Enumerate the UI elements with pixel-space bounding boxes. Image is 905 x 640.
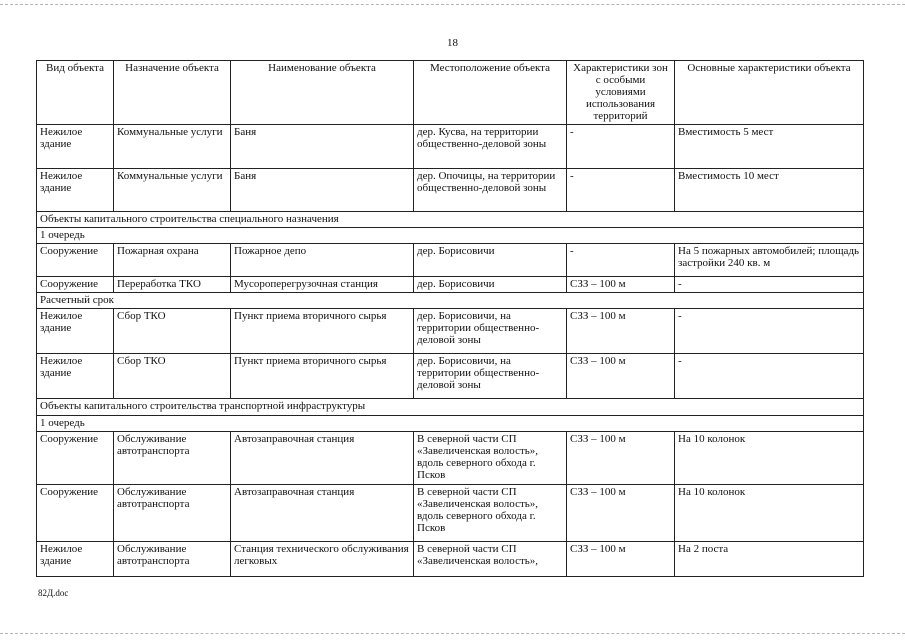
table-cell: СЗЗ – 100 м [567,354,675,399]
table-cell: - [675,354,864,399]
table-cell: - [567,169,675,212]
table-cell: - [567,125,675,169]
table-row [37,277,864,293]
table-cell: В северной части СП «Завеличенская волость», вдоль северного обхода г. Псков [414,432,567,485]
scan-top-edge [0,4,905,5]
objects-table [36,60,864,577]
table-cell: СЗЗ – 100 м [567,432,675,485]
table-cell: Сооружение [37,244,114,277]
table-cell: Сооружение [37,277,114,293]
section-row [37,399,864,416]
table-cell: Коммунальные услуги [114,169,231,212]
table-cell: Нежилое здание [37,354,114,399]
column-header: Вид объекта [37,61,114,125]
table-cell: дер. Борисовичи, на территории общественно-деловой зоны [414,354,567,399]
table-row [37,354,864,399]
table-cell: СЗЗ – 100 м [567,542,675,577]
table-cell: Сооружение [37,485,114,542]
column-header: Назначение объекта [114,61,231,125]
table-cell: Автозаправочная станция [231,432,414,485]
section-title: Расчетный срок [37,293,864,309]
table-cell: - [567,244,675,277]
table-cell: На 10 колонок [675,485,864,542]
section-title: Объекты капитального строительства транспортной инфраструктуры [37,399,864,416]
section-title: 1 очередь [37,416,864,432]
table-row [37,169,864,212]
table-cell: Сооружение [37,432,114,485]
table-row [37,125,864,169]
table-cell: На 5 пожарных автомобилей; площадь застройки 240 кв. м [675,244,864,277]
scan-bottom-edge [0,633,905,634]
table-cell: Нежилое здание [37,309,114,354]
table-cell: Коммунальные услуги [114,125,231,169]
table-cell: Нежилое здание [37,542,114,577]
table-cell: Обслуживание автотранспорта [114,485,231,542]
table-cell: Баня [231,125,414,169]
table-row [37,485,864,542]
table-cell: В северной части СП «Завеличенская волость», вдоль северного обхода г. Псков [414,485,567,542]
table-cell: Обслуживание автотранспорта [114,542,231,577]
table-cell: Вместимость 5 мест [675,125,864,169]
table-cell: дер. Кусва, на территории общественно-деловой зоны [414,125,567,169]
section-title: 1 очередь [37,228,864,244]
table-cell: Пожарное депо [231,244,414,277]
table-cell: Сбор ТКО [114,354,231,399]
column-header: Местоположение объекта [414,61,567,125]
column-header: Наименование объекта [231,61,414,125]
table-header-row [37,61,864,125]
table-cell: В северной части СП «Завеличенская волость», [414,542,567,577]
table-cell: Автозаправочная станция [231,485,414,542]
table-cell: Баня [231,169,414,212]
table-cell: Мусороперегрузочная станция [231,277,414,293]
table-row [37,542,864,577]
section-row [37,212,864,228]
table-cell: На 10 колонок [675,432,864,485]
section-row [37,416,864,432]
table-cell: дер. Борисовичи, на территории общественно-деловой зоны [414,309,567,354]
table-row [37,309,864,354]
section-row [37,228,864,244]
table-cell: СЗЗ – 100 м [567,309,675,354]
column-header: Основные характеристики объекта [675,61,864,125]
table-cell: Нежилое здание [37,125,114,169]
table-cell: Станция технического обслуживания легковых [231,542,414,577]
table-cell: Пункт приема вторичного сырья [231,309,414,354]
table-cell: Пункт приема вторичного сырья [231,354,414,399]
table-row [37,432,864,485]
table-cell: Пожарная охрана [114,244,231,277]
table-cell: - [675,309,864,354]
table-cell: Вместимость 10 мест [675,169,864,212]
table-row [37,244,864,277]
table-cell: дер. Борисовичи [414,277,567,293]
section-title: Объекты капитального строительства специального назначения [37,212,864,228]
table-cell: Нежилое здание [37,169,114,212]
table-cell: СЗЗ – 100 м [567,485,675,542]
table-cell: На 2 поста [675,542,864,577]
table-cell: Переработка ТКО [114,277,231,293]
column-header: Характеристики зон с особыми условиями использования территорий [567,61,675,125]
table-cell: Сбор ТКО [114,309,231,354]
table-cell: СЗЗ – 100 м [567,277,675,293]
table-cell: дер. Опочицы, на территории общественно-деловой зоны [414,169,567,212]
footer-filename: 82Д.doc [38,588,69,598]
table-cell: - [675,277,864,293]
page-number: 18 [447,37,458,49]
table-cell: Обслуживание автотранспорта [114,432,231,485]
section-row [37,293,864,309]
table-cell: дер. Борисовичи [414,244,567,277]
